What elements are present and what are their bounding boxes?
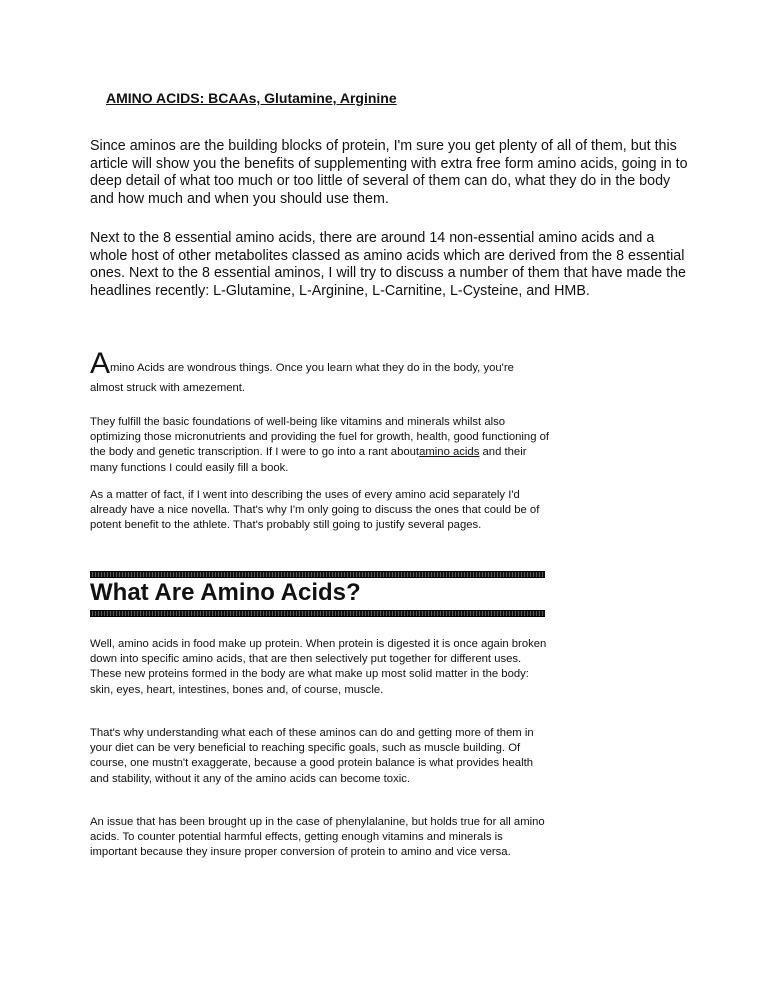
paragraph-fulfill-text-start: They fulfill the basic foundations of well-being like vitamins and minerals whilst also optimizing those micronutrients and providing the fuel for growth, health, good functioning of the body and genetic transcription. If I were to go into a rant about [90, 416, 550, 459]
heading-rule-bottom [90, 610, 545, 617]
drop-cap-letter: A [90, 347, 111, 380]
heading-rule-top [90, 571, 545, 578]
paragraph-matter-of-fact: As a matter of fact, if I went into describing the uses of every amino acid separately I'd already have a nice novella. That's why I'm only going to discuss the ones that could be of potent benefit to the athlete. That's probably still going to justify several pages. [90, 489, 540, 532]
paragraph-understanding-aminos: That's why understanding what each of these aminos can do and getting more of them in your diet can be very beneficial to reaching specific goals, such as muscle building. Of course, one mustn't exaggerate, because a good protein balance is what provides health and stability, without it any of the amino acids can become toxic. [90, 727, 534, 785]
section-heading: What Are Amino Acids? [90, 579, 361, 606]
paragraph-fulfill-text-end: and their many functions I could easily fill a book. [90, 446, 527, 474]
document-title: AMINO ACIDS: BCAAs, Glutamine, Arginine [106, 90, 397, 106]
lead-paragraph-text: mino Acids are wondrous things. Once you learn what they do in the body, you're almost struck with amezement. [90, 362, 514, 394]
amino-acids-link[interactable]: amino acids [419, 446, 480, 459]
intro-paragraph-building-blocks: Since aminos are the building blocks of protein, I'm sure you get plenty of all of them, but this article will show you the benefits of supplementing with extra free form amino acids, going in to deep detail of what too much or too little of several of them can do, what they do in the body and how much and when you should use them. [90, 138, 688, 207]
intro-paragraph-essential-aminos: Next to the 8 essential amino acids, there are around 14 non-essential amino acids and a whole host of other metabolites classed as amino acids which are derived from the 8 essential ones. Next to the 8 essential aminos, I will try to discuss a number of them that have made the headlines recently: L-Glutamine, L-Arginine, L-Carnitine, L-Cysteine, and HMB. [90, 230, 687, 299]
paragraph-phenylalanine-issue: An issue that has been brought up in the case of phenylalanine, but holds true for all amino acids. To counter potential harmful effects, getting enough vitamins and minerals is important because they insure proper conversion of protein to amino and vice versa. [90, 816, 545, 859]
paragraph-protein-digestion: Well, amino acids in food make up protein. When protein is digested it is once again broken down into specific amino acids, that are then selectively put together for different uses. These new proteins formed in the body are what make up most solid matter in the body: skin, eyes, heart, intestines, bones and, of course, muscle. [90, 638, 547, 696]
lead-paragraph [90, 347, 550, 398]
paragraph-fulfill-foundations [90, 415, 550, 476]
